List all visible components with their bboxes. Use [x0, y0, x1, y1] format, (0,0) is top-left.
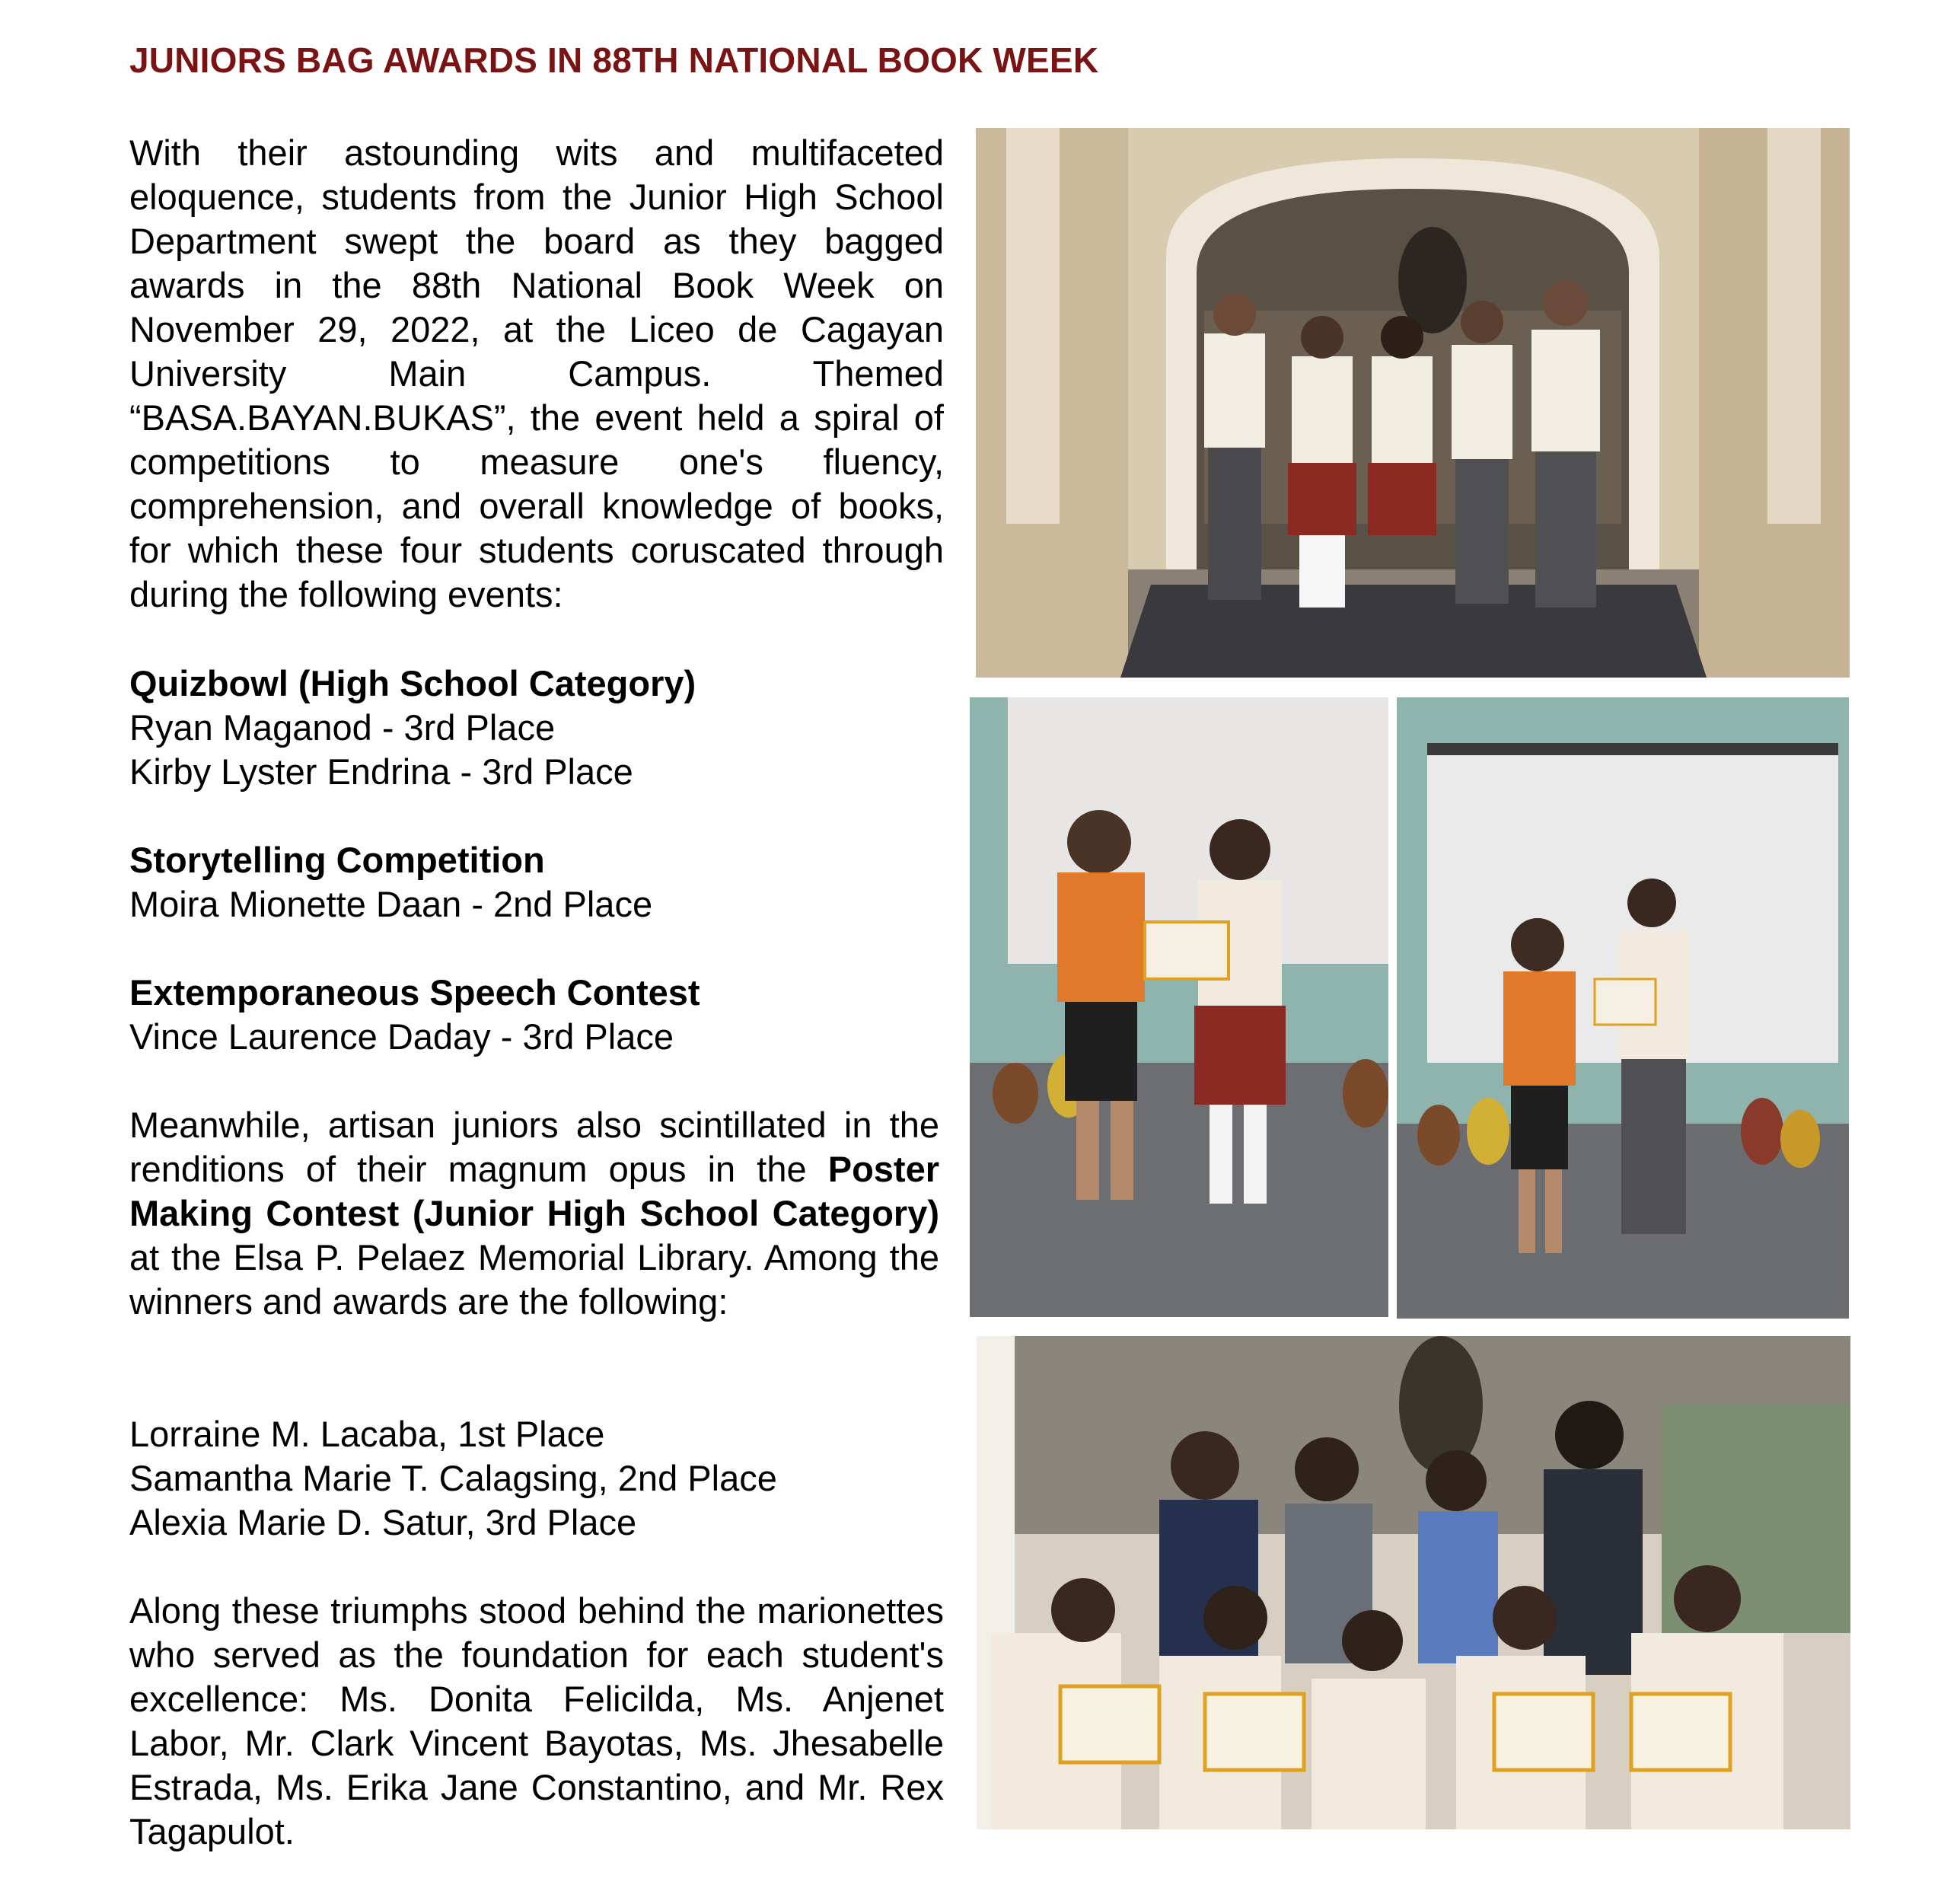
- intro-paragraph: [129, 131, 944, 617]
- event-heading: Storytelling Competition: [129, 840, 545, 880]
- event-heading: Quizbowl (High School Category): [129, 663, 696, 703]
- event-extemporaneous: [129, 971, 944, 1059]
- poster-lead: Meanwhile, artisan juniors also scintillated in the renditions of their magnum opus in the: [129, 1105, 939, 1189]
- poster-winners: [129, 1412, 944, 1545]
- intro-text: With their astounding wits and multifaceted eloquence, students from the Junior High School Department swept the board as they bagged awards in the 88th National Book Week on November 29, 2022, at the Liceo de Cagayan University Main Campus. Themed “BASA.BAYAN.BUKAS”, the event held a spiral of competitions to measure one's fluency, comprehension, and overall knowledge of books, for which these four students coruscated through during the following events:: [129, 132, 944, 614]
- event-quizbowl: [129, 662, 944, 794]
- event-winner: Moira Mionette Daan - 2nd Place: [129, 884, 653, 924]
- poster-winner: Lorraine M. Lacaba, 1st Place: [129, 1414, 605, 1454]
- poster-winner: Alexia Marie D. Satur, 3rd Place: [129, 1502, 637, 1542]
- event-heading: Extemporaneous Speech Contest: [129, 972, 700, 1013]
- closing-paragraph: [129, 1589, 944, 1854]
- event-winner: Kirby Lyster Endrina - 3rd Place: [129, 751, 633, 792]
- photo-group-coaches: [977, 1336, 1850, 1829]
- event-winner: Ryan Maganod - 3rd Place: [129, 707, 556, 748]
- photo-speech-award: [1397, 697, 1849, 1319]
- photo-students-arch: [976, 128, 1850, 678]
- event-winner: Vince Laurence Daday - 3rd Place: [129, 1016, 674, 1057]
- poster-paragraph: [129, 1103, 939, 1324]
- poster-winner: Samantha Marie T. Calagsing, 2nd Place: [129, 1458, 777, 1498]
- poster-contest-name: Poster Making Contest (Junior High School Category): [129, 1149, 939, 1233]
- photo-storytelling-award: [970, 697, 1388, 1317]
- event-storytelling: [129, 838, 944, 926]
- closing-text: Along these triumphs stood behind the marionettes who served as the foundation for each student's excellence: Ms. Donita Felicilda, Ms. Anjenet Labor, Mr. Clark Vincent Bayotas, Ms. Jhesabelle Estrada, Ms. Erika Jane Constantino, and Mr. Rex Tagapulot.: [129, 1590, 944, 1851]
- poster-tail: at the Elsa P. Pelaez Memorial Library. Among the winners and awards are the following:: [129, 1237, 939, 1322]
- article-title: JUNIORS BAG AWARDS IN 88TH NATIONAL BOOK WEEK: [129, 40, 1099, 80]
